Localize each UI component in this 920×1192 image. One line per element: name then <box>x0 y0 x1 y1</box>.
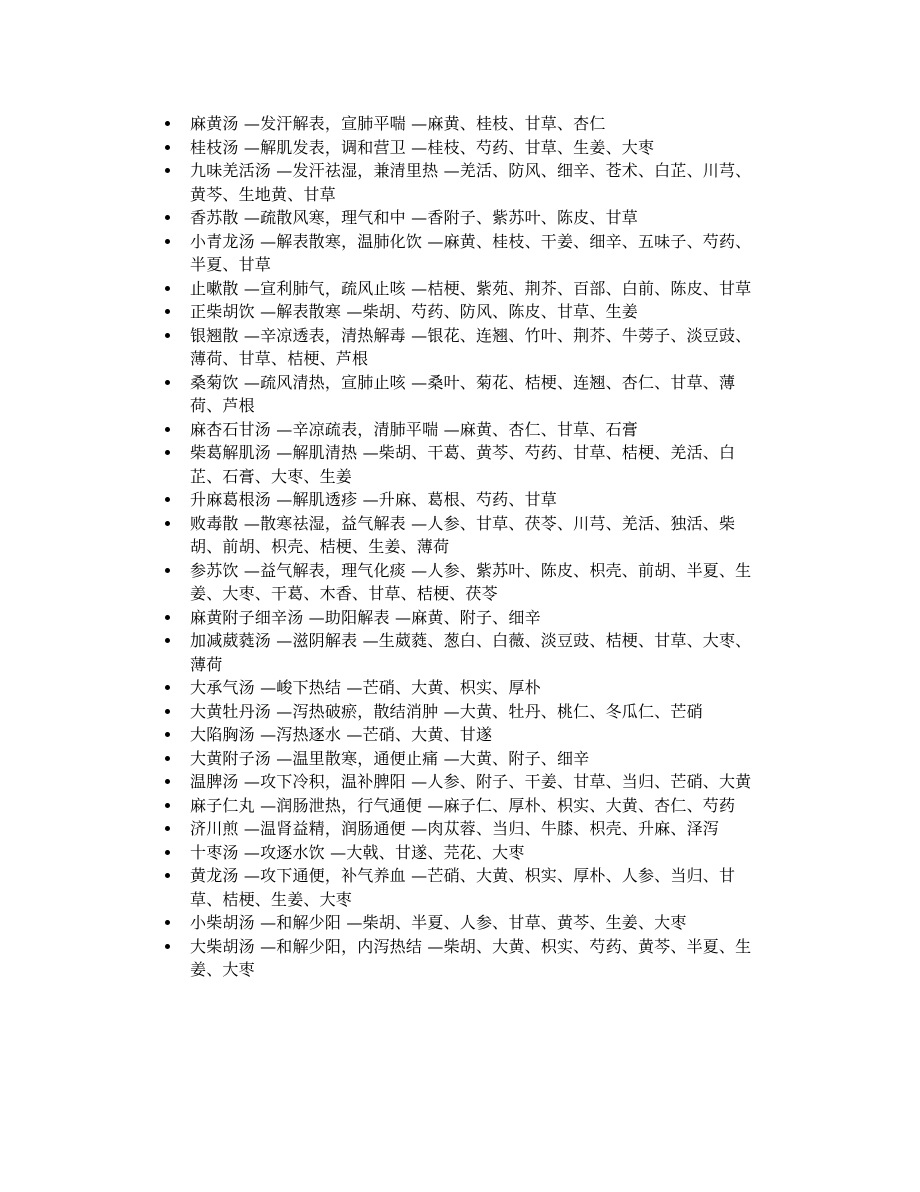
list-item <box>164 935 754 982</box>
list-item <box>164 559 754 606</box>
formula-text: 香苏散 —疏散风寒，理气和中 —香附子、紫苏叶、陈皮、甘草 <box>190 208 638 227</box>
list-item <box>164 371 754 418</box>
bullet-icon <box>165 497 170 502</box>
bullet-icon <box>165 568 170 573</box>
bullet-icon <box>165 239 170 244</box>
list-item <box>164 206 754 230</box>
list-item <box>164 488 754 512</box>
bullet-icon <box>165 685 170 690</box>
list-item <box>164 112 754 136</box>
bullet-icon <box>165 168 170 173</box>
formula-text: 柴葛解肌汤 —解肌清热 —柴胡、干葛、黄芩、芍药、甘草、桔梗、羌活、白芷、石膏、大枣、生姜 <box>190 443 736 486</box>
formula-text: 桑菊饮 —疏风清热，宣肺止咳 —桑叶、菊花、桔梗、连翘、杏仁、甘草、薄荷、芦根 <box>190 372 736 415</box>
formula-text: 温脾汤 —攻下冷积，温补脾阳 —人参、附子、干姜、甘草、当归、芒硝、大黄 <box>190 772 752 791</box>
bullet-icon <box>165 145 170 150</box>
formula-text: 参苏饮 —益气解表，理气化痰 —人参、紫苏叶、陈皮、枳壳、前胡、半夏、生姜、大枣、干葛、木香、甘草、桔梗、茯苓 <box>190 560 752 603</box>
bullet-icon <box>165 333 170 338</box>
list-item <box>164 723 754 747</box>
list-item <box>164 136 754 160</box>
bullet-icon <box>165 873 170 878</box>
formula-text: 麻杏石甘汤 —辛凉疏表，清肺平喘 —麻黄、杏仁、甘草、石膏 <box>190 419 638 439</box>
formula-text: 麻子仁丸 —润肠泄热，行气通便 —麻子仁、厚朴、枳实、大黄、杏仁、芍药 <box>190 795 736 815</box>
list-item <box>164 300 754 324</box>
formula-text: 升麻葛根汤 —解肌透疹 —升麻、葛根、芍药、甘草 <box>190 490 557 509</box>
list-item <box>164 230 754 277</box>
formula-text: 黄龙汤 —攻下通便，补气养血 —芒硝、大黄、枳实、厚朴、人参、当归、甘草、桔梗、生姜、大枣 <box>190 866 736 909</box>
list-item <box>164 794 754 818</box>
list-item <box>164 159 754 206</box>
formula-text: 正柴胡饮 —解表散寒 —柴胡、芍药、防风、陈皮、甘草、生姜 <box>190 302 638 321</box>
list-item <box>164 864 754 911</box>
formula-text: 桂枝汤 —解肌发表，调和营卫 —桂枝、芍药、甘草、生姜、大枣 <box>190 137 655 157</box>
list-item <box>164 629 754 676</box>
bullet-icon <box>165 638 170 643</box>
list-item <box>164 606 754 630</box>
formula-text: 大陷胸汤 —泻热逐水 —芒硝、大黄、甘遂 <box>190 725 493 744</box>
formula-text: 止嗽散 —宣利肺气，疏风止咳 —桔梗、紫苑、荆芥、百部、白前、陈皮、甘草 <box>190 278 752 298</box>
list-item <box>164 841 754 865</box>
list-item <box>164 324 754 371</box>
list-item <box>164 441 754 488</box>
bullet-icon <box>165 380 170 385</box>
bullet-icon <box>165 826 170 831</box>
formula-text: 大黄附子汤 —温里散寒，通便止痛 —大黄、附子、细辛 <box>190 748 590 768</box>
formula-text: 加减葳蕤汤 —滋阴解表 —生葳蕤、葱白、白薇、淡豆豉、桔梗、甘草、大枣、薄荷 <box>190 631 752 674</box>
formula-text: 败毒散 —散寒祛湿，益气解表 —人参、甘草、茯苓、川芎、羌活、独活、柴胡、前胡、枳壳、桔梗、生姜、薄荷 <box>190 513 736 556</box>
formula-text: 大承气汤 —峻下热结 —芒硝、大黄、枳实、厚朴 <box>190 678 541 697</box>
bullet-icon <box>165 732 170 737</box>
bullet-icon <box>165 944 170 949</box>
formula-text: 小青龙汤 —解表散寒，温肺化饮 —麻黄、桂枝、干姜、细辛、五味子、芍药、半夏、甘草 <box>190 231 752 274</box>
bullet-icon <box>165 920 170 925</box>
formula-text: 济川煎 —温肾益精，润肠通便 —肉苁蓉、当归、牛膝、枳壳、升麻、泽泻 <box>190 819 719 838</box>
bullet-icon <box>165 709 170 714</box>
bullet-icon <box>165 450 170 455</box>
list-item <box>164 512 754 559</box>
bullet-icon <box>165 309 170 314</box>
bullet-icon <box>165 756 170 761</box>
list-item <box>164 700 754 724</box>
list-item <box>164 277 754 301</box>
formula-text: 麻黄附子细辛汤 —助阳解表 —麻黄、附子、细辛 <box>190 607 541 627</box>
bullet-icon <box>165 215 170 220</box>
formula-text: 麻黄汤 —发汗解表，宣肺平喘 —麻黄、桂枝、甘草、杏仁 <box>190 114 606 133</box>
formula-text: 大黄牡丹汤 —泻热破瘀，散结消肿 —大黄、牡丹、桃仁、冬瓜仁、芒硝 <box>190 701 703 721</box>
list-item <box>164 676 754 700</box>
bullet-icon <box>165 850 170 855</box>
bullet-icon <box>165 521 170 526</box>
bullet-icon <box>165 286 170 291</box>
formula-text: 银翘散 —辛凉透表，清热解毒 —银花、连翘、竹叶、荆芥、牛蒡子、淡豆豉、薄荷、甘草、桔梗、芦根 <box>190 325 752 368</box>
formula-text: 大柴胡汤 —和解少阳，内泻热结 —柴胡、大黄、枳实、芍药、黄芩、半夏、生姜、大枣 <box>190 936 752 979</box>
bullet-icon <box>165 427 170 432</box>
formula-text: 小柴胡汤 —和解少阳 —柴胡、半夏、人参、甘草、黄芩、生姜、大枣 <box>190 913 687 932</box>
list-item <box>164 418 754 442</box>
list-item <box>164 747 754 771</box>
formula-text: 十枣汤 —攻逐水饮 —大戟、甘遂、芫花、大枣 <box>190 842 525 862</box>
list-item <box>164 770 754 794</box>
bullet-icon <box>165 803 170 808</box>
bullet-icon <box>165 615 170 620</box>
formula-list <box>164 112 754 982</box>
list-item <box>164 911 754 935</box>
bullet-icon <box>165 779 170 784</box>
list-item <box>164 817 754 841</box>
bullet-icon <box>165 121 170 126</box>
formula-text: 九味羌活汤 —发汗祛湿，兼清里热 —羌活、防风、细辛、苍术、白芷、川芎、黄芩、生地黄、甘草 <box>190 161 752 204</box>
